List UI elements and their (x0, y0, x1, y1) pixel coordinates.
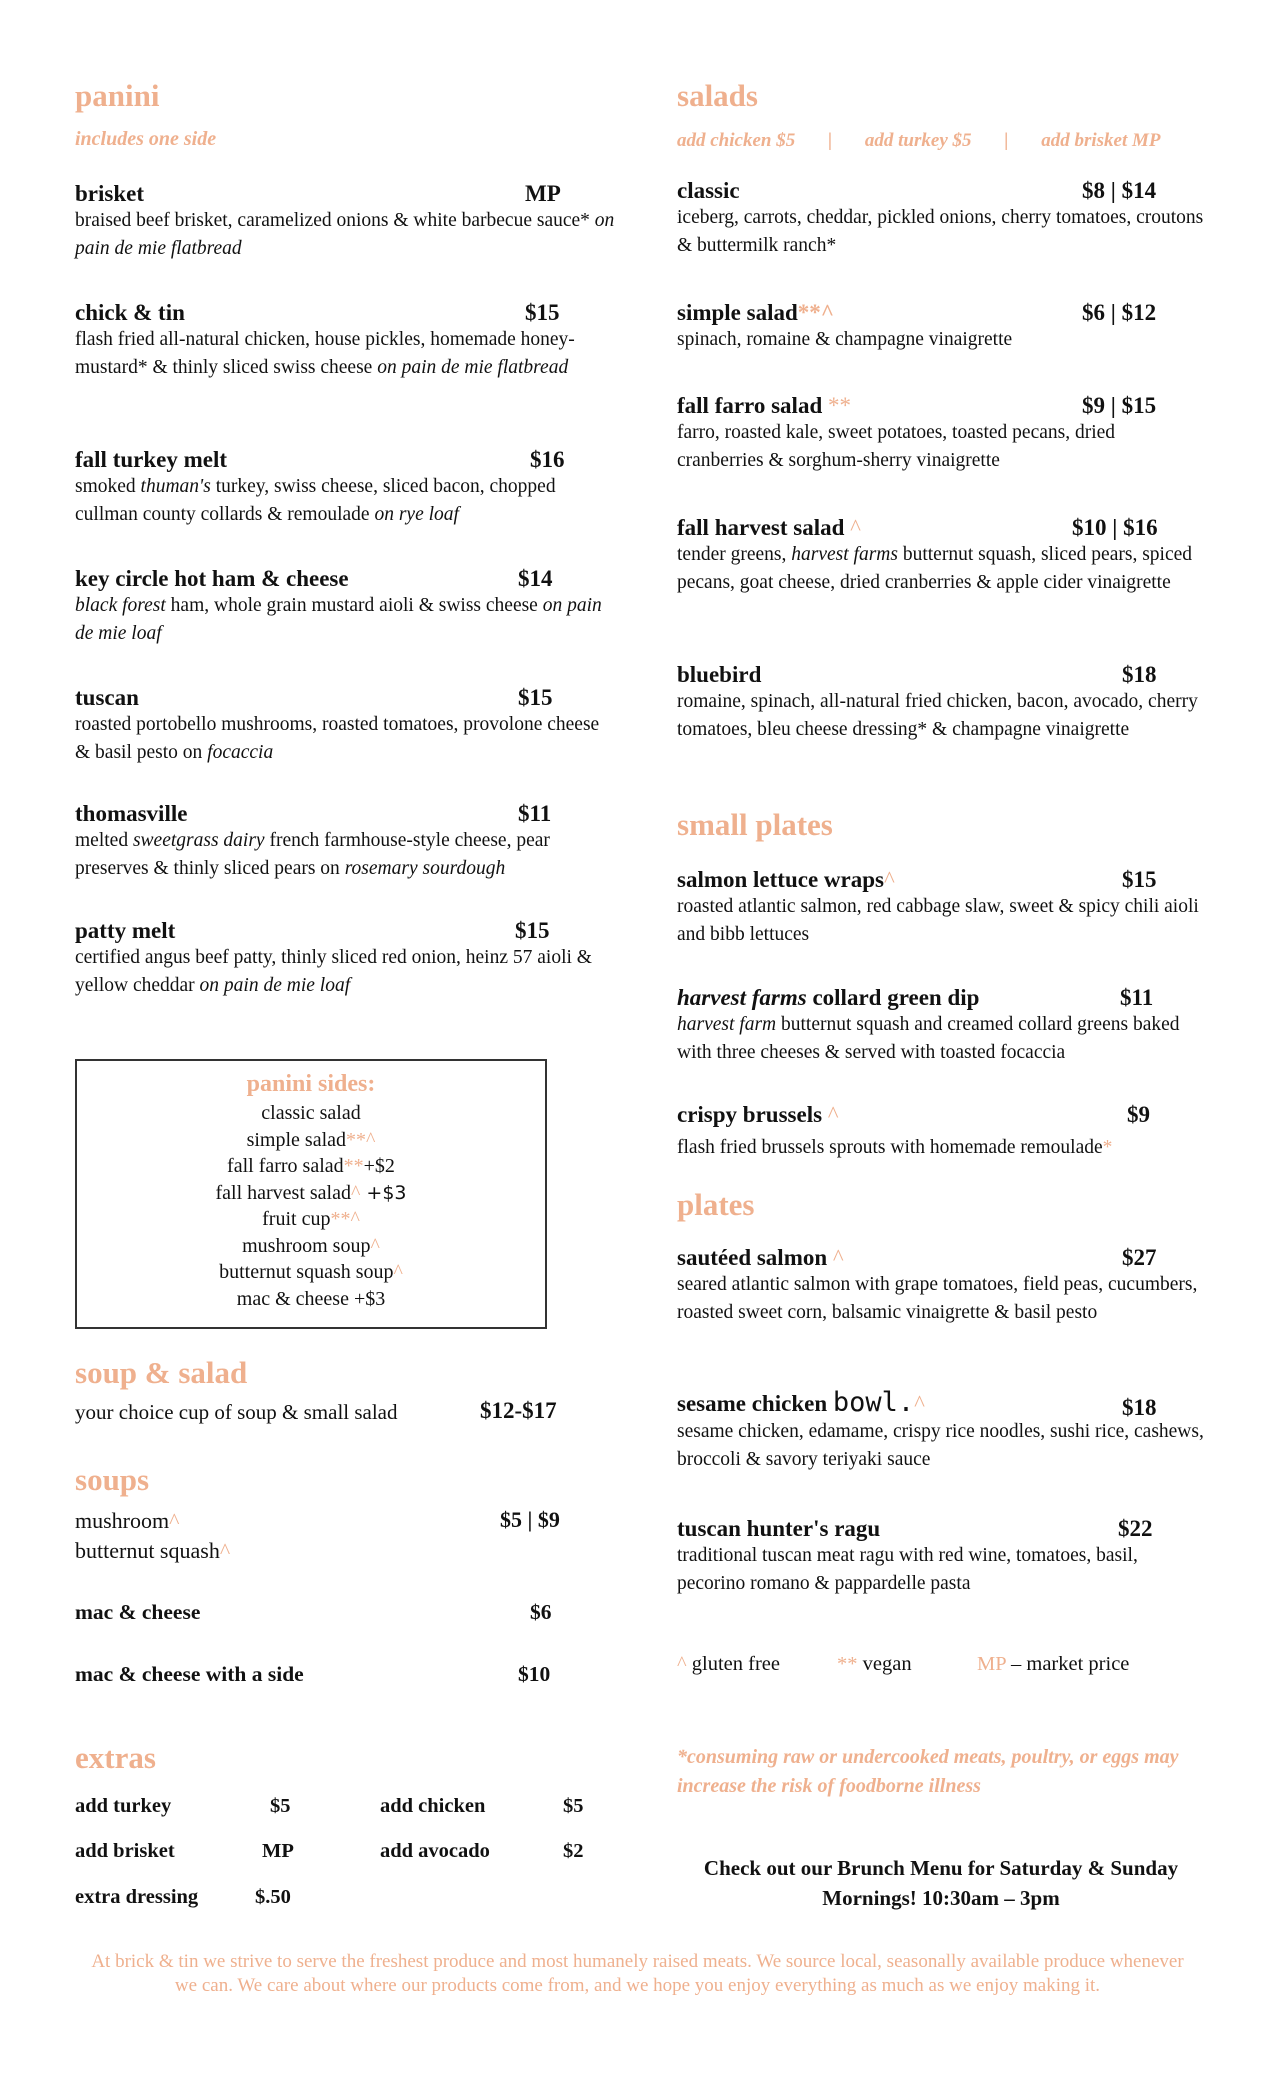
gluten-free-mark: ^ (169, 1508, 180, 1533)
menu-item-sesame-chicken-bowl (677, 1387, 1205, 1473)
mac-cheese-side-price: $10 (518, 1662, 551, 1686)
item-name: patty melt (75, 918, 176, 943)
item-price: $11 (1120, 985, 1154, 1010)
plates-title: plates (677, 1187, 755, 1222)
item-description: melted sweetgrass dairy french farmhouse-style cheese, pear preserves & thinly sliced pears on rosemary sourdough (75, 830, 550, 879)
item-name: salmon lettuce wraps^ (677, 867, 895, 892)
soups-title: soups (75, 1462, 150, 1497)
side-item: simple salad**^ (246, 1128, 376, 1151)
item-price: $18 (1122, 1395, 1157, 1420)
item-price: $22 (1118, 1516, 1153, 1541)
side-item: fall harvest salad^ +$3 (215, 1181, 407, 1204)
item-price: $9 (1127, 1102, 1150, 1127)
item-name: thomasville (75, 801, 188, 826)
item-name: simple salad**^ (677, 300, 835, 325)
mac-cheese-price: $6 (530, 1600, 552, 1624)
mac-cheese-side-name: mac & cheese with a side (75, 1662, 304, 1686)
menu-item-chick-tin (75, 300, 615, 381)
salads-title: salads (677, 78, 758, 113)
item-price: $15 (518, 685, 553, 710)
item-description: certified angus beef patty, thinly sliced red onion, heinz 57 aioli & yellow cheddar on pain de mie loaf (75, 947, 592, 996)
extra-name: add avocado (380, 1840, 490, 1862)
item-name: crispy brussels ^ (677, 1102, 839, 1127)
extra-price: $.50 (255, 1886, 291, 1908)
extra-price: $5 (563, 1795, 584, 1817)
item-name: bluebird (677, 662, 762, 687)
item-name: chick & tin (75, 300, 185, 325)
legend-market-price: MP – market price (977, 1653, 1130, 1675)
item-price: $10 | $16 (1072, 515, 1158, 540)
item-price: $8 | $14 (1082, 178, 1157, 203)
salads-addons: add chicken $5 | add turkey $5 | add brisket MP (677, 130, 1161, 151)
menu-item-fall-harvest-salad (677, 515, 1205, 596)
side-item: fall farro salad**+$2 (227, 1155, 395, 1177)
item-description: traditional tuscan meat ragu with red wine, tomatoes, basil, pecorino romano & pappardelle pasta (677, 1545, 1138, 1594)
extra-name: extra dressing (75, 1886, 199, 1908)
item-name: sesame chicken bowl.^ (677, 1387, 925, 1418)
extras-title: extras (75, 1740, 156, 1775)
item-price: $16 (530, 447, 565, 472)
soup-mushroom: mushroom^ (75, 1508, 180, 1533)
menu-item-fall-farro-salad (677, 393, 1205, 474)
item-description: harvest farm butternut squash and creamed collard greens baked with three cheeses & served with toasted focaccia (677, 1014, 1180, 1063)
menu-item-bluebird (677, 662, 1205, 743)
panini-sides-box (75, 1059, 547, 1329)
item-description: sesame chicken, edamame, crispy rice noodles, sushi rice, cashews, broccoli & savory teriyaki sauce (677, 1421, 1204, 1470)
small-plates-title: small plates (677, 807, 833, 842)
item-description: flash fried all-natural chicken, house pickles, homemade honey-mustard* & thinly sliced swiss cheese on pain de mie flatbread (75, 329, 575, 378)
menu-item-patty-melt (75, 918, 615, 999)
panini-note: includes one side (75, 128, 217, 150)
gluten-free-mark: ^ (219, 1538, 231, 1563)
item-name: key circle hot ham & cheese (75, 566, 349, 591)
item-description: flash fried brussels sprouts with homemade remoulade* (677, 1137, 1113, 1158)
item-price: $15 (1122, 867, 1157, 892)
extra-name: add chicken (380, 1795, 486, 1817)
extra-name: add turkey (75, 1795, 172, 1817)
extra-name: add brisket (75, 1840, 175, 1862)
bowl-logo: bowl. (832, 1387, 915, 1418)
item-description: braised beef brisket, caramelized onions & white barbecue sauce* on pain de mie flatbread (75, 210, 615, 259)
item-description: black forest ham, whole grain mustard aioli & swiss cheese on pain de mie loaf (75, 595, 602, 644)
item-name: sautéed salmon ^ (677, 1245, 844, 1270)
soup-salad-price: $12-$17 (480, 1398, 557, 1423)
item-name: brisket (75, 181, 144, 206)
item-description: romaine, spinach, all-natural fried chicken, bacon, avocado, cherry tomatoes, bleu cheese dressing* & champagne vinaigrette (677, 691, 1198, 740)
item-description: farro, roasted kale, sweet potatoes, toasted pecans, dried cranberries & sorghum-sherry vinaigrette (677, 422, 1116, 471)
item-name: fall harvest salad ^ (677, 515, 861, 540)
menu-item-salmon-lettuce-wraps (677, 867, 1205, 948)
item-price: MP (525, 181, 561, 206)
item-description: seared atlantic salmon with grape tomatoes, field peas, cucumbers, roasted sweet corn, balsamic vinaigrette & basil pesto (677, 1274, 1198, 1323)
item-price: $11 (518, 801, 552, 826)
menu-item-fall-turkey-melt (75, 447, 615, 528)
soup-butternut-squash: butternut squash^ (75, 1538, 231, 1563)
menu-item-tuscan-hunters-ragu (677, 1516, 1205, 1597)
item-description: roasted atlantic salmon, red cabbage slaw, sweet & spicy chili aioli and bibb lettuces (677, 896, 1199, 945)
item-name: tuscan hunter's ragu (677, 1516, 881, 1541)
extra-price: $5 (270, 1795, 291, 1817)
side-item: butternut squash soup^ (219, 1261, 403, 1283)
brunch-notice: Check out our Brunch Menu for Saturday & Sunday Mornings! 10:30am – 3pm (703, 1856, 1179, 1910)
menu-item-collard-green-dip (677, 985, 1205, 1066)
item-name: classic (677, 178, 740, 203)
legend-vegan: ** vegan (837, 1653, 912, 1675)
item-name: harvest farms collard green dip (677, 985, 980, 1010)
menu-item-brisket (75, 181, 615, 262)
mac-cheese-name: mac & cheese (75, 1600, 201, 1624)
extra-price: MP (262, 1840, 294, 1862)
panini-sides-list (77, 1100, 545, 1312)
item-description: iceberg, carrots, cheddar, pickled onions, cherry tomatoes, croutons & buttermilk ranch* (677, 207, 1204, 256)
menu-item-key-circle (75, 566, 615, 647)
item-price: $27 (1122, 1245, 1157, 1270)
item-name: tuscan (75, 685, 139, 710)
extra-price: $2 (563, 1840, 584, 1862)
item-name: fall turkey melt (75, 447, 228, 472)
side-item: mushroom soup^ (242, 1234, 380, 1257)
item-description: smoked thuman's turkey, swiss cheese, sliced bacon, chopped cullman county collards & remoulade on rye loaf (75, 476, 556, 525)
item-price: $15 (515, 918, 550, 943)
item-name: fall farro salad ** (677, 393, 851, 418)
menu-item-classic-salad (677, 178, 1205, 259)
footer-statement: At brick & tin we strive to serve the freshest produce and most humanely raised meats. We source local, seasonally available produce whenever we can. We care about where our products come from, and we hope you enjoy everything as much as we enjoy making it. (91, 1951, 1184, 1996)
side-item: fruit cup**^ (262, 1208, 360, 1230)
panini-title: panini (75, 78, 160, 113)
soup-salad-title: soup & salad (75, 1355, 248, 1390)
item-price: $6 | $12 (1082, 300, 1157, 325)
soup-salad-description: your choice cup of soup & small salad (75, 1400, 398, 1424)
foodborne-warning: *consuming raw or undercooked meats, poultry, or eggs may increase the risk of foodborne illness (677, 1746, 1179, 1797)
item-price: $14 (518, 566, 553, 591)
menu-item-crispy-brussels (677, 1102, 1205, 1162)
soups-price: $5 | $9 (500, 1507, 560, 1532)
menu-item-sauteed-salmon (677, 1245, 1205, 1326)
item-price: $18 (1122, 662, 1157, 687)
side-item: classic salad (261, 1102, 361, 1124)
item-price: $9 | $15 (1082, 393, 1157, 418)
menu-item-thomasville (75, 801, 615, 882)
item-price: $15 (525, 300, 560, 325)
item-description: spinach, romaine & champagne vinaigrette (677, 329, 1013, 350)
item-description: tender greens, harvest farms butternut squash, sliced pears, spiced pecans, goat cheese, dried cranberries & apple cider vinaigrette (677, 544, 1193, 593)
menu-item-tuscan (75, 685, 615, 766)
panini-sides-title: panini sides: (246, 1071, 376, 1097)
side-item: mac & cheese +$3 (236, 1287, 386, 1310)
item-description: roasted portobello mushrooms, roasted tomatoes, provolone cheese & basil pesto on focaccia (75, 714, 600, 763)
menu-item-simple-salad (677, 300, 1205, 354)
legend-gluten-free: ^ gluten free (677, 1653, 780, 1675)
